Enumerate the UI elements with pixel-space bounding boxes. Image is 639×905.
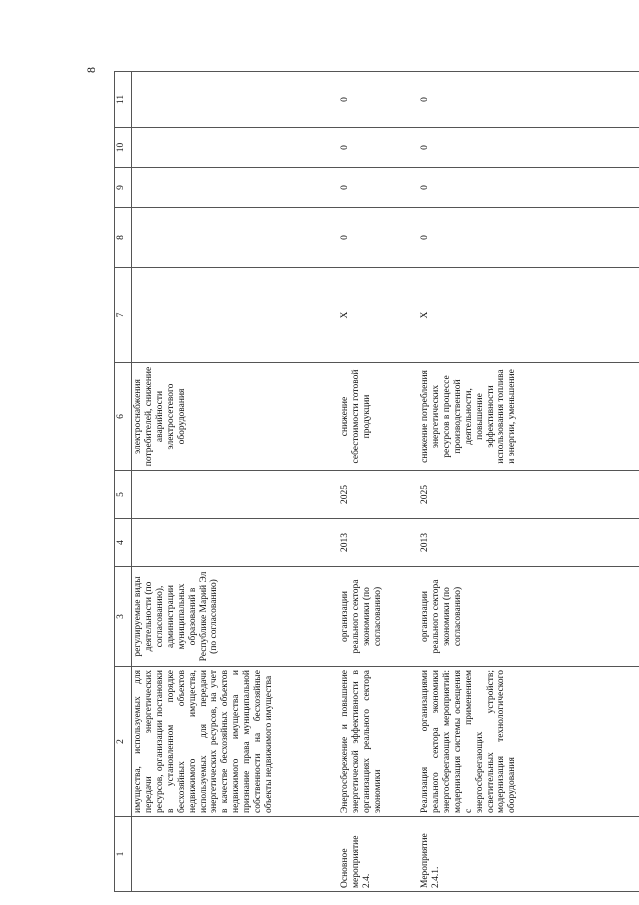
header-cell: 1 (115, 817, 132, 892)
cell-col10: 0 (339, 128, 419, 168)
cell-col8: 0 (419, 208, 639, 268)
cell-description: Энергосбережение и повышение энергетической эффективности в организациях реального сектора экономики (339, 667, 419, 817)
table-row (132, 72, 340, 892)
cell-col7: Х (419, 268, 639, 363)
cell-end (132, 471, 340, 519)
table-row (419, 72, 639, 892)
cell-executor: организации реального сектора экономики (по согласованию) (419, 567, 639, 667)
cell-start: 2013 (339, 519, 419, 567)
cell-description: имущества, используемых для передачи энергетических ресурсов, организации постановки в установленном порядке бесхозяйных объектов недвижимого имущества, используемых для передачи энергетических ресурсов, на учет в качестве бесхозяйных объектов недвижимого имущества и признание права муниципальной собственности на бесхозяйные объекты недвижимого имущества (132, 667, 340, 817)
cell-result: снижение потребления энергетических ресурсов в процессе производственной деятельности, повышение эффективности использования топлива и энергии, уменьшение (419, 363, 639, 471)
cell-col11: 0 (339, 72, 419, 128)
header-cell: 6 (115, 363, 132, 471)
header-cell: 11 (115, 72, 132, 128)
page-number: 8 (84, 67, 98, 73)
cell-col7: Х (339, 268, 419, 363)
header-cell: 4 (115, 519, 132, 567)
header-cell: 3 (115, 567, 132, 667)
header-cell: 7 (115, 268, 132, 363)
cell-col8 (132, 208, 340, 268)
rotated-table-container (114, 72, 639, 892)
header-cell: 8 (115, 208, 132, 268)
header-row (115, 72, 132, 892)
cell-name: Основное мероприятие 2.4. (339, 817, 419, 892)
cell-executor: регулируемые виды деятельности (по согласованию), администрации муниципальных образований в Республике Марий Эл (по согласованию) (132, 567, 340, 667)
cell-start: 2013 (419, 519, 639, 567)
cell-col9: 0 (419, 168, 639, 208)
cell-start (132, 519, 340, 567)
cell-col7 (132, 268, 340, 363)
header-cell: 2 (115, 667, 132, 817)
table-row (339, 72, 419, 892)
header-cell: 5 (115, 471, 132, 519)
cell-executor: организации реального сектора экономики (по согласованию) (339, 567, 419, 667)
cell-name: Мероприятие 2.4.1. (419, 817, 639, 892)
cell-col10 (132, 128, 340, 168)
cell-col9: 0 (339, 168, 419, 208)
cell-col11 (132, 72, 340, 128)
cell-end: 2025 (419, 471, 639, 519)
cell-name (132, 817, 340, 892)
cell-description: Реализация организациями реального сектора экономики энергосберегающих мероприятий: модернизация системы освещения с применением энергосберегающих осветительных устройств; модернизация технологического оборудования (419, 667, 639, 817)
cell-result: электроснабжения потребителей, снижение аварийности электросетевого оборудования (132, 363, 340, 471)
cell-end: 2025 (339, 471, 419, 519)
cell-col10: 0 (419, 128, 639, 168)
header-cell: 10 (115, 128, 132, 168)
program-table (114, 71, 639, 892)
header-cell: 9 (115, 168, 132, 208)
cell-col11: 0 (419, 72, 639, 128)
cell-col9 (132, 168, 340, 208)
cell-result: снижение себестоимости готовой продукции (339, 363, 419, 471)
cell-col8: 0 (339, 208, 419, 268)
